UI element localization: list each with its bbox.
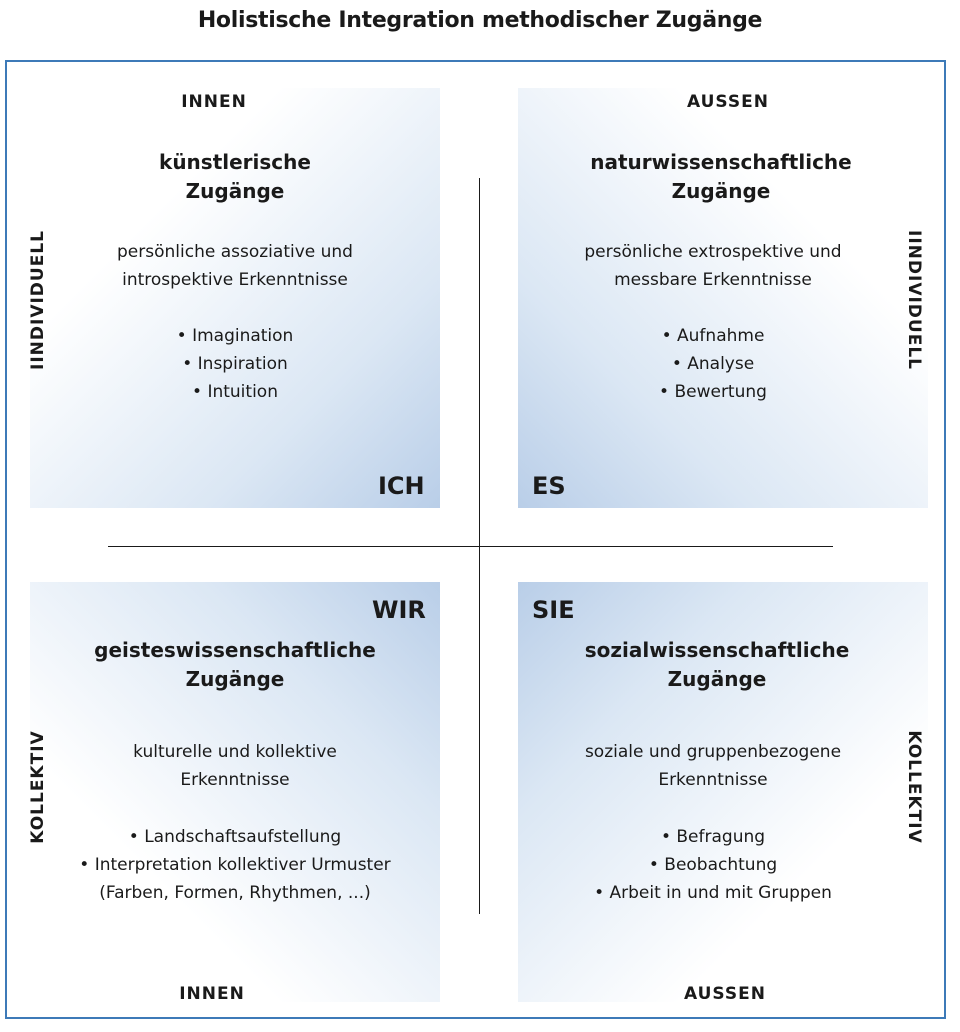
heading-line: Zugänge <box>667 667 767 691</box>
heading-line: Zugänge <box>185 667 285 691</box>
quadrant-bottom-left-note: (Farben, Formen, Rhythmen, ...) <box>99 883 371 903</box>
list-item: • Befragung <box>660 827 766 847</box>
description-line: messbare Erkenntnisse <box>614 270 812 290</box>
side-label-lower-left: KOLLEKTIV <box>28 730 48 844</box>
quadrant-bottom-left-list <box>30 823 440 879</box>
description-line: Erkenntnisse <box>658 770 768 790</box>
list-item: • Imagination <box>176 326 294 346</box>
description-line: kulturelle und kollektive <box>133 742 337 762</box>
quadrant-bottom-right-list <box>508 823 918 907</box>
quadrant-label-wir: WIR <box>372 596 426 624</box>
list-item: • Inspiration <box>182 354 288 374</box>
quadrant-label-ich: ICH <box>378 472 425 500</box>
quadrant-top-right-description <box>508 238 918 294</box>
quadrant-top-left-list <box>30 322 440 406</box>
quadrant-bottom-right-heading <box>512 636 922 694</box>
description-line: persönliche assoziative und <box>117 242 353 262</box>
axis-label-bottom-right: AUSSEN <box>683 984 766 1004</box>
heading-line: künstlerische <box>159 150 311 174</box>
quadrant-top-right-heading <box>516 148 926 206</box>
quadrant-label-es: ES <box>532 472 566 500</box>
description-line: soziale und gruppenbezogene <box>584 742 842 762</box>
list-item: • Beobachtung <box>648 855 778 875</box>
quadrant-bottom-left-description <box>30 738 440 794</box>
list-item: • Aufnahme <box>661 326 765 346</box>
list-item: • Bewertung <box>659 382 767 402</box>
list-item: • Interpretation kollektiver Urmuster <box>79 855 391 875</box>
side-label-upper-right: IINDIVIDUELL <box>904 230 924 370</box>
axis-label-top-right: AUSSEN <box>686 92 769 112</box>
list-item: • Landschaftsaufstellung <box>128 827 342 847</box>
side-label-lower-right: KOLLEKTIV <box>904 730 924 844</box>
quadrant-label-sie: SIE <box>532 596 575 624</box>
horizontal-axis-line <box>108 546 833 547</box>
quadrant-top-right-list <box>508 322 918 406</box>
list-item: • Intuition <box>192 382 278 402</box>
list-item: • Analyse <box>671 354 755 374</box>
quadrant-top-left-heading <box>30 148 440 206</box>
axis-label-top-left: INNEN <box>181 92 247 112</box>
heading-line: sozialwissenschaftliche <box>584 638 850 662</box>
axis-label-bottom-left: INNEN <box>179 984 245 1004</box>
list-item: • Arbeit in und mit Gruppen <box>594 883 832 903</box>
description-line: introspektive Erkenntnisse <box>122 270 348 290</box>
heading-line: Zugänge <box>185 179 285 203</box>
heading-line: naturwissenschaftliche <box>590 150 852 174</box>
quadrant-bottom-right-description <box>508 738 918 794</box>
description-line: persönliche extrospektive und <box>584 242 842 262</box>
side-label-upper-left: IINDIVIDUELL <box>28 230 48 370</box>
heading-line: geisteswissenschaftliche <box>94 638 376 662</box>
quadrant-top-left-description <box>30 238 440 294</box>
description-line: Erkenntnisse <box>180 770 290 790</box>
quadrant-bottom-left-heading <box>30 636 440 694</box>
heading-line: Zugänge <box>671 179 771 203</box>
diagram-title: Holistische Integration methodischer Zugänge <box>197 8 763 33</box>
